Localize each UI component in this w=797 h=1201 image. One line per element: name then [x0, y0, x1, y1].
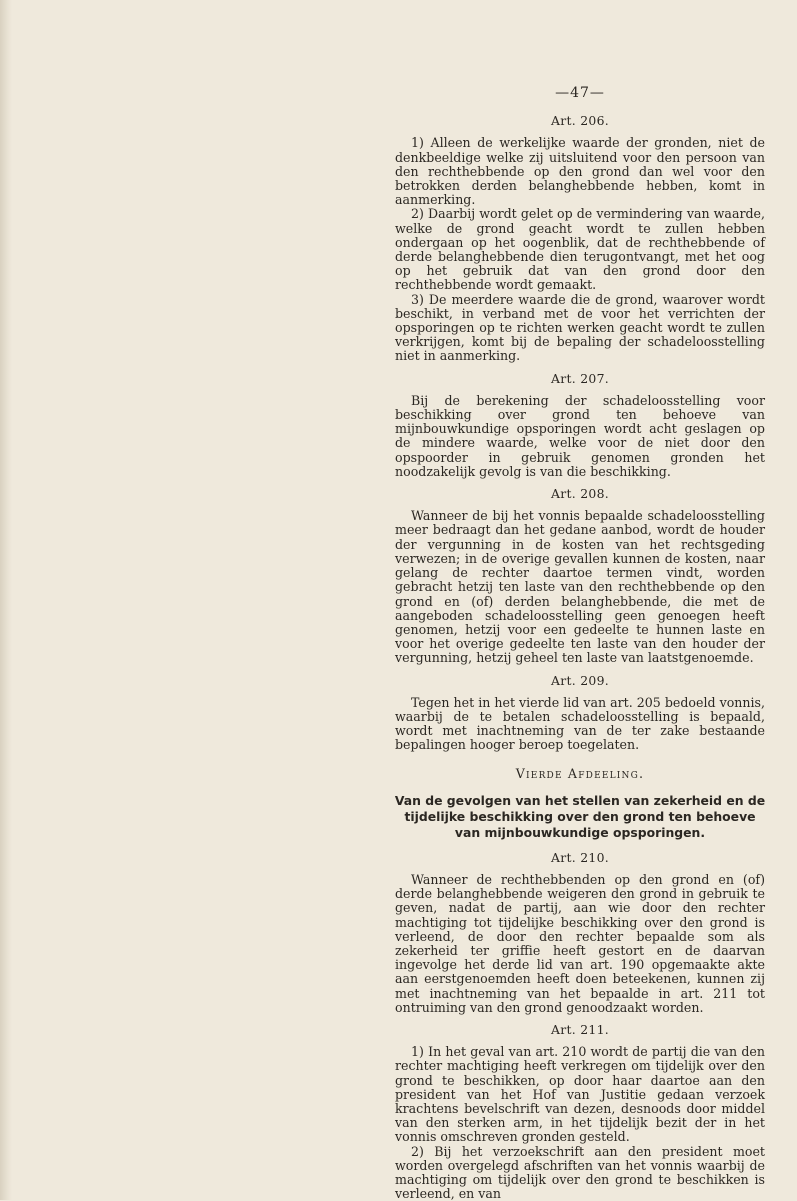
article-title: Art. 209. — [550, 672, 610, 688]
article-title: Art. 208. — [550, 486, 610, 502]
binding-gutter — [0, 0, 12, 1200]
article-210 — [395, 851, 765, 1015]
article-title: Art. 210. — [550, 849, 610, 865]
article-paragraph: Wanneer de bij het vonnis bepaalde schadeloosstelling meer bedraagt dan het gedane aanbod, wordt de houder der vergunning in de kosten van het rechtsgeding verwezen; in de overige gevallen kunnen de kosten, naar gelang de rechter daartoe termen vindt, worden gebracht hetzij ten laste van den rechthebbende op den grond en (of) derden belanghebbende, die met de aangeboden schadeloosstelling geen genoegen heeft genomen, hetzij voor een gedeelte te hunnen laste en voor het overige gedeelte ten laste van den houder der vergunning, hetzij geheel ten laste van laatstgenoemde. — [395, 508, 765, 666]
page-number: —47— — [555, 85, 605, 101]
article-211 — [395, 1023, 765, 1201]
article-paragraph: Wanneer de rechthebbenden op den grond en (of) derde belanghebbende weigeren den grond in gebruik te geven, nadat de partij, aan wie door den rechter machtiging tot tijdelijke beschikking over den grond is verleend, de door den rechter bepaalde som als zekerheid ter griffie heeft gestort en de daarvan ingevolge het derde lid van art. 190 opgemaakte akte aan eerstgenoemden heeft doen beteekenen, kunnen zij met inachtneming van het bepaalde in art. 211 tot ontruiming van den grond genoodzaakt worden. — [395, 871, 765, 1015]
article-paragraph: 2) Daarbij wordt gelet op de vermindering van waarde, welke de grond geacht wordt te zullen hebben ondergaan op het oogenblik, dat de rechthebbende of derde belanghebbende dien terugontvangt, met het oog op het gebruik dat van den grond door den rechthebbende wordt gemaakt. — [395, 206, 765, 293]
article-206 — [395, 114, 765, 363]
article-title: Art. 207. — [550, 370, 610, 386]
article-paragraph: 2) Bij het verzoekschrift aan den president moet worden overgelegd afschriften van het vonnis waarbij de machtiging om tijdelijk over den grond te beschikken is verleend, en van — [395, 1143, 765, 1201]
page-column — [395, 86, 765, 1201]
article-title: Art. 211. — [550, 1021, 610, 1037]
article-209 — [395, 674, 765, 753]
article-title: Art. 206. — [550, 113, 610, 129]
section-title: Vierde Afdeeling. — [515, 765, 645, 781]
article-paragraph: 1) Alleen de werkelijke waarde der gronden, niet de denkbeeldige welke zij uitsluitend voor den persoon van den rechthebbende op den grond dan wel voor den betrokken derden belanghebbende hebben, komt in aanmerking. — [395, 135, 765, 208]
article-paragraph: 3) De meerdere waarde die de grond, waarover wordt beschikt, in verband met de voor het verrichten der opsporingen op te richten werken geacht wordt te zullen verkrijgen, komt bij de bepaling der schadeloosstelling niet in aanmerking. — [395, 291, 765, 364]
section-heading: Van de gevolgen van het stellen van zekerheid en de tijdelijke beschikking over den grond ten behoeve van mijnbouwkundige opsporingen. — [394, 792, 766, 840]
article-207 — [395, 372, 765, 479]
article-paragraph: Bij de berekening der schadeloosstelling voor beschikking over grond ten behoeve van mijnbouwkundige opsporingen wordt acht geslagen op de mindere waarde, welke voor de niet door den opspoorder in gebruik genomen gronden het noodzakelijk gevolg is van die beschikking. — [395, 392, 765, 479]
article-paragraph: Tegen het in het vierde lid van art. 205 bedoeld vonnis, waarbij de te betalen schadeloosstelling is bepaald, wordt met inachtneming van de ter zake bestaande bepalingen hooger beroep toegelaten. — [395, 694, 765, 753]
article-paragraph: 1) In het geval van art. 210 wordt de partij die van den rechter machtiging heeft verkregen om tijdelijk over den grond te beschikken, op door haar daartoe aan den president van het Hof van Justitie gedaan verzoek krachtens bevelschrift van dezen, desnoods door middel van den sterken arm, in het tijdelijk bezit der in het vonnis omschreven gronden gesteld. — [395, 1044, 765, 1145]
article-208 — [395, 487, 765, 665]
